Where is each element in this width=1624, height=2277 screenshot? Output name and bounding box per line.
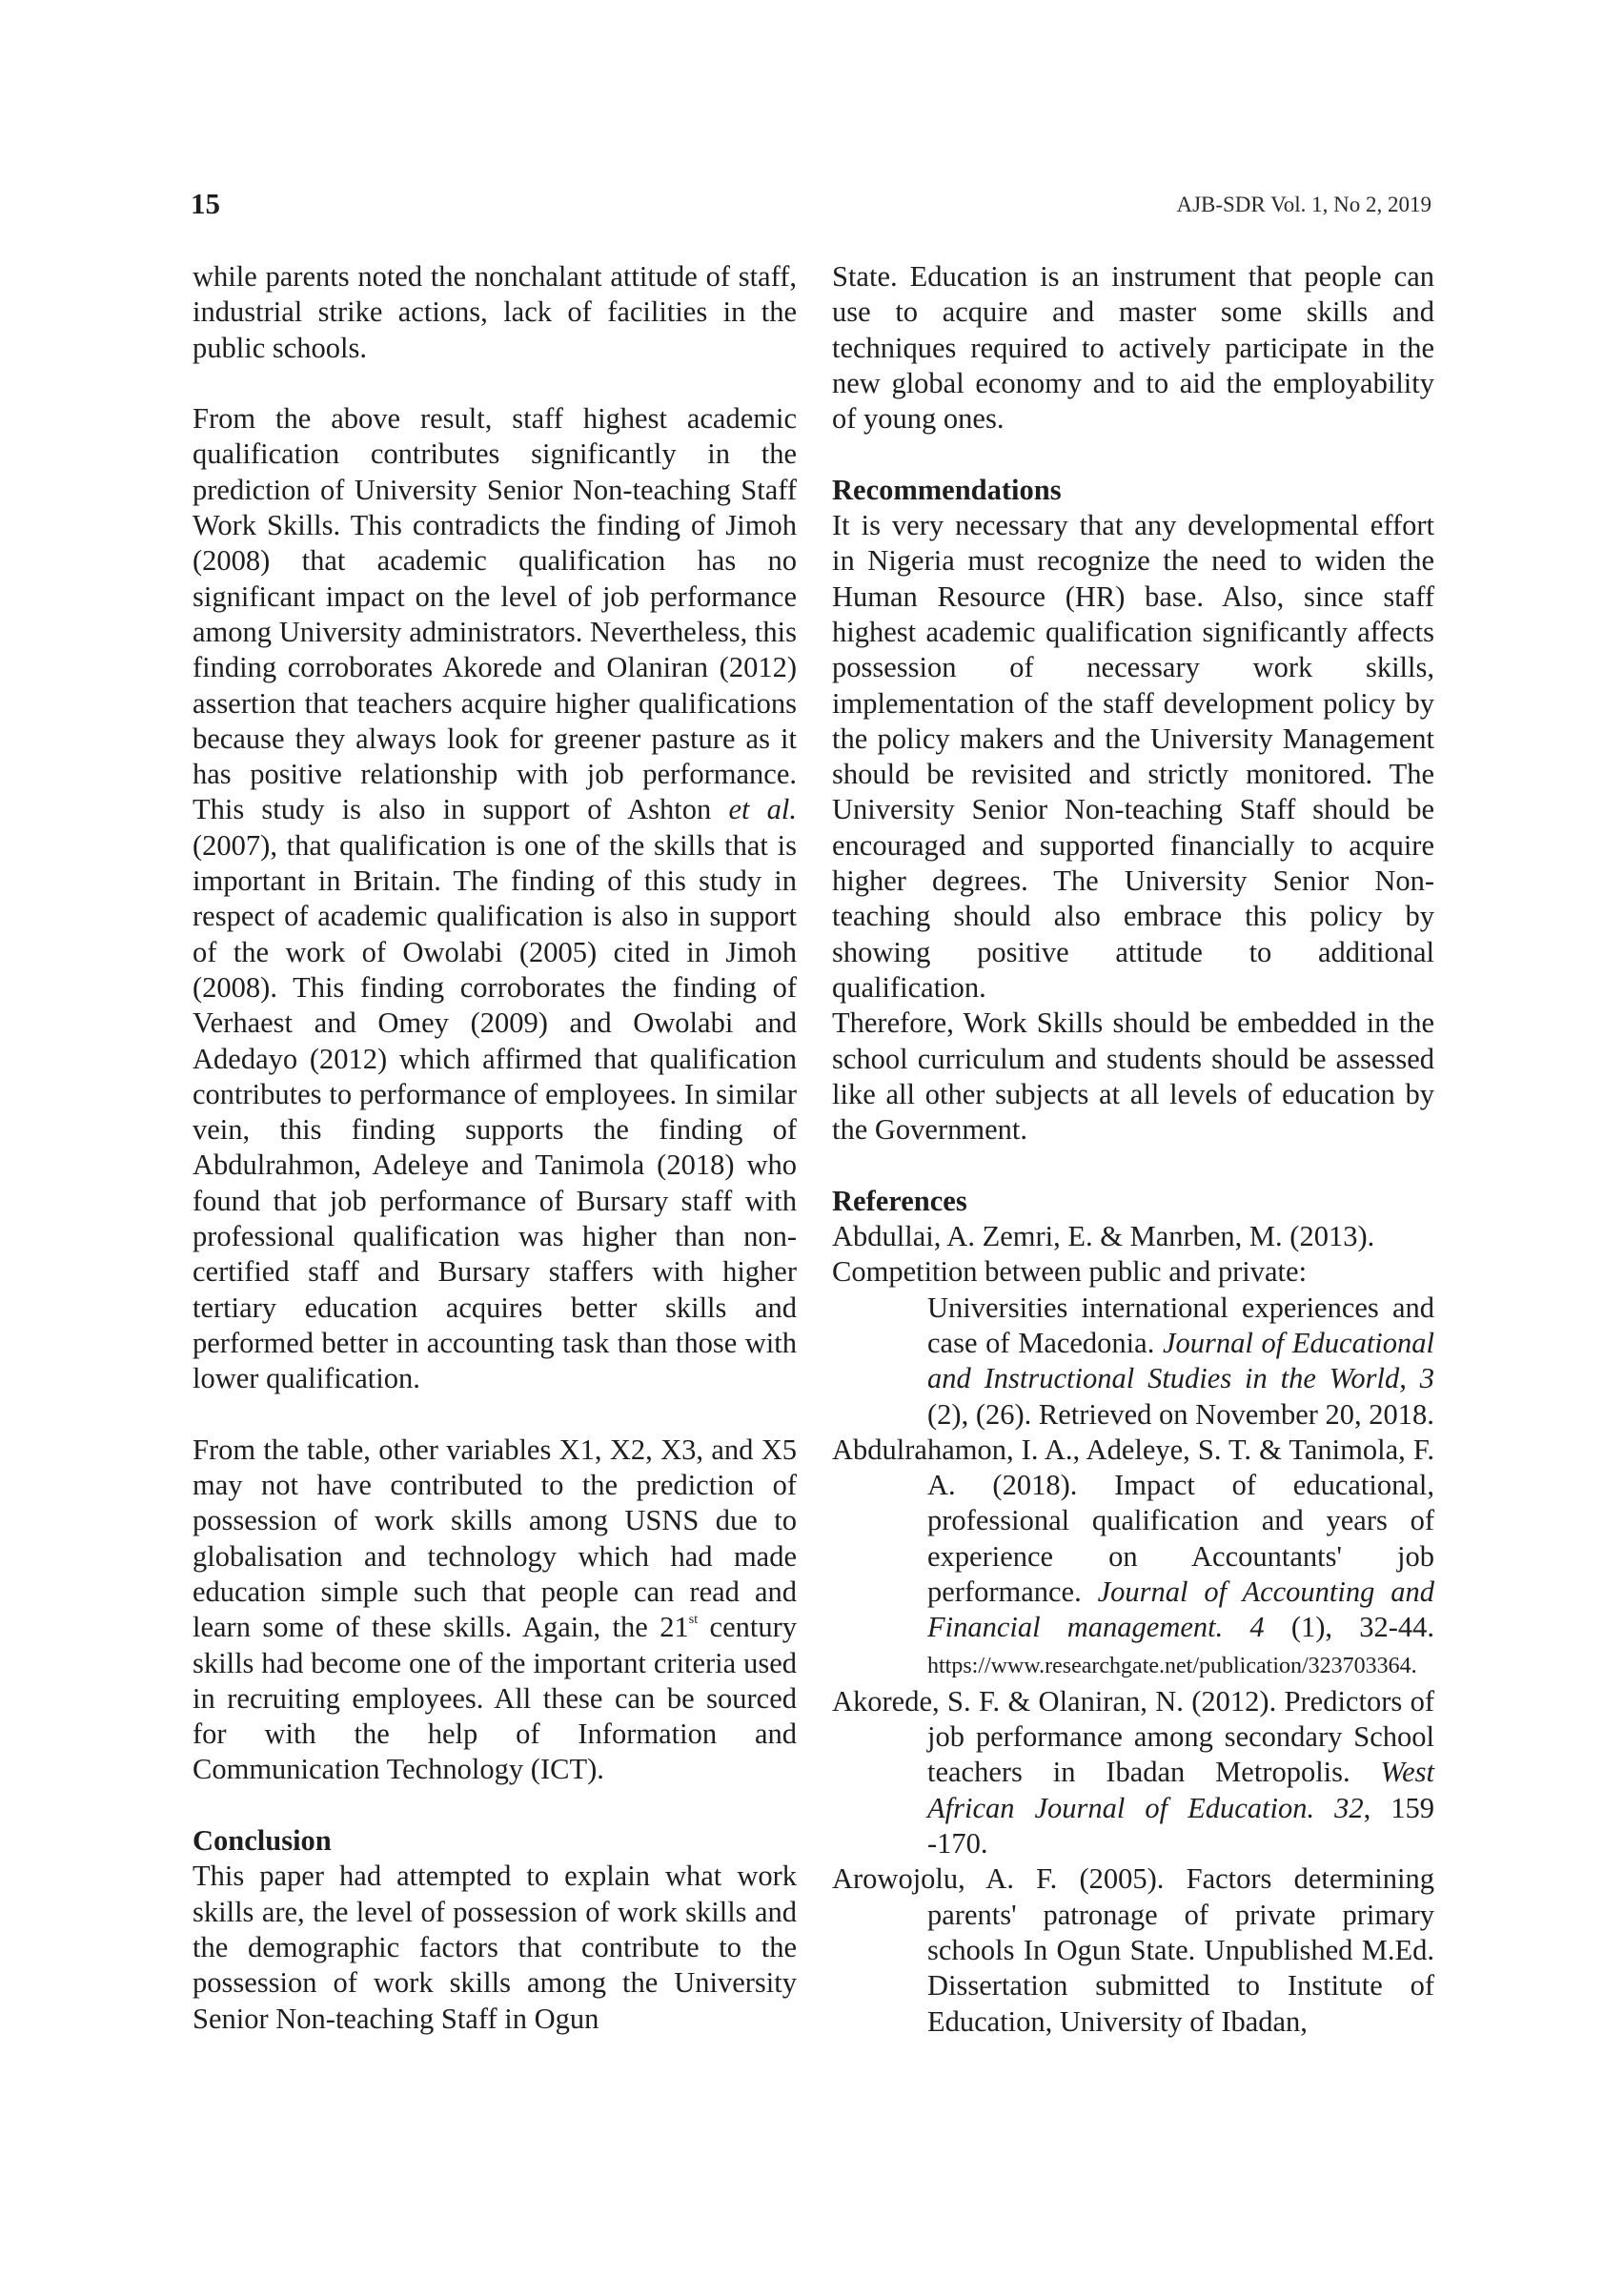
reference-text: Abdulrahamon, I. A., Adeleye, S. T. & Tanimola, F. A. (2018). Impact of educational, professional qualification and years of experience on Accountants' job performance.: [832, 1433, 1434, 1608]
reference-url[interactable]: https://www.researchgate.net/publication/323703364.: [927, 1653, 1417, 1678]
page-number: 15: [191, 187, 220, 220]
paragraph: [193, 401, 797, 1396]
reference-continuation: [832, 1291, 1434, 1433]
left-column: [193, 259, 797, 2037]
journal-title: Journal of Accounting and Financial management. 4: [927, 1575, 1434, 1644]
paragraph-text: (2007), that qualification is one of the skills that is important in Britain. The finding of this study in respect of academic qualification is also in support of the work of Owolabi (2005) cited in Jimoh (2008). This finding corroborates the finding of Verhaest and Omey (2009) and Owolabi and Adedayo (2012) which affirmed that qualification contributes to performance of employees. In similar vein, this finding supports the finding of Abdulrahmon, Adeleye and Tanimola (2018) who found that job performance of Bursary staff with professional qualification was higher than non-certified staff and Bursary staffers with higher tertiary education acquires better skills and performed better in accounting task than those with lower qualification.: [193, 828, 797, 1395]
references-heading: References: [832, 1184, 967, 1217]
reference-text: Universities international experiences and case of Macedonia.: [927, 1291, 1434, 1359]
right-column: [832, 259, 1434, 2040]
paragraph: [193, 1433, 797, 1788]
paragraph: State. Education is an instrument that people can use to acquire and master some skills and techniques required to actively participate in the new global economy and to aid the employability of young ones.: [832, 260, 1434, 436]
reference-entry: [832, 1861, 1434, 2039]
reference-text: Akorede, S. F. & Olaniran, N. (2012). Predictors of job performance among secondary School teachers in Ibadan Metropolis.: [832, 1684, 1434, 1789]
recommendations-heading: Recommendations: [832, 473, 1062, 506]
reference-text: Arowojolu, A. F. (2005). Factors determining parents' patronage of private primary schools In Ogun State. Unpublished M.Ed. Dissertation submitted to Institute of Education, University of Ibadan,: [832, 1862, 1434, 2038]
reference-text: (2), (26). Retrieved on November 20, 2018.: [927, 1397, 1434, 1431]
paragraph-text: century skills had become one of the important criteria used in recruiting employees. All these can be sourced for with the help of Information and Communication Technology (ICT).: [193, 1611, 797, 1786]
recommendations-paragraph: It is very necessary that any developmental effort in Nigeria must recognize the need to widen the Human Resource (HR) base. Also, since staff highest academic qualification significantly affects possession of necessary work skills, implementation of the staff development policy by the policy makers and the University Management should be revisited and strictly monitored. The University Senior Non-teaching Staff should be encouraged and supported financially to acquire higher degrees. The University Senior Non-teaching should also embrace this policy by showing positive attitude to additional qualification.: [832, 509, 1434, 1004]
reference-text: , 159 -170.: [927, 1791, 1434, 1860]
reference-line: Abdullai, A. Zemri, E. & Manrben, M. (2013).: [832, 1220, 1375, 1253]
running-head: AJB-SDR Vol. 1, No 2, 2019: [1176, 193, 1431, 216]
paragraph-text: From the above result, staff highest academic qualification contributes significantly in the prediction of University Senior Non-teaching Staff Work Skills. This contradicts the finding of Jimoh (2008) that academic qualification has no significant impact on the level of job performance among University administrators. Nevertheless, this finding corroborates Akorede and Olaniran (2012) assertion that teachers acquire higher qualifications because they always look for greener pasture as it has positive relationship with job performance. This study is also in support of Ashton: [193, 402, 797, 826]
reference-entry: [832, 1433, 1434, 1684]
journal-title: Journal of Educational and Instructional Studies in the World, 3: [927, 1326, 1434, 1395]
conclusion-heading: Conclusion: [193, 1824, 332, 1858]
superscript: st: [688, 1613, 699, 1628]
journal-title: West African Journal of Education. 32: [927, 1756, 1434, 1824]
et-al-italic: et al.: [728, 793, 797, 826]
reference-line: Competition between public and private:: [832, 1255, 1308, 1289]
reference-entry: [832, 1684, 1434, 1861]
conclusion-paragraph: This paper had attempted to explain what work skills are, the level of possession of work skills and the demographic factors that contribute to the possession of work skills among the University Senior Non-teaching Staff in Ogun: [193, 1860, 797, 2035]
reference-text: (1), 32-44.: [1264, 1611, 1434, 1644]
paragraph: while parents noted the nonchalant attitude of staff, industrial strike actions, lack of facilities in the public schools.: [193, 260, 797, 364]
recommendations-paragraph: Therefore, Work Skills should be embedded in the school curriculum and students should be assessed like all other subjects at all levels of education by the Government.: [832, 1006, 1434, 1147]
reference-entry: [832, 1219, 1434, 1433]
paragraph-text: From the table, other variables X1, X2, X3, and X5 may not have contributed to the prediction of possession of work skills among USNS due to globalisation and technology which had made education simple such that people can read and learn some of these skills. Again, the 21: [193, 1433, 797, 1644]
